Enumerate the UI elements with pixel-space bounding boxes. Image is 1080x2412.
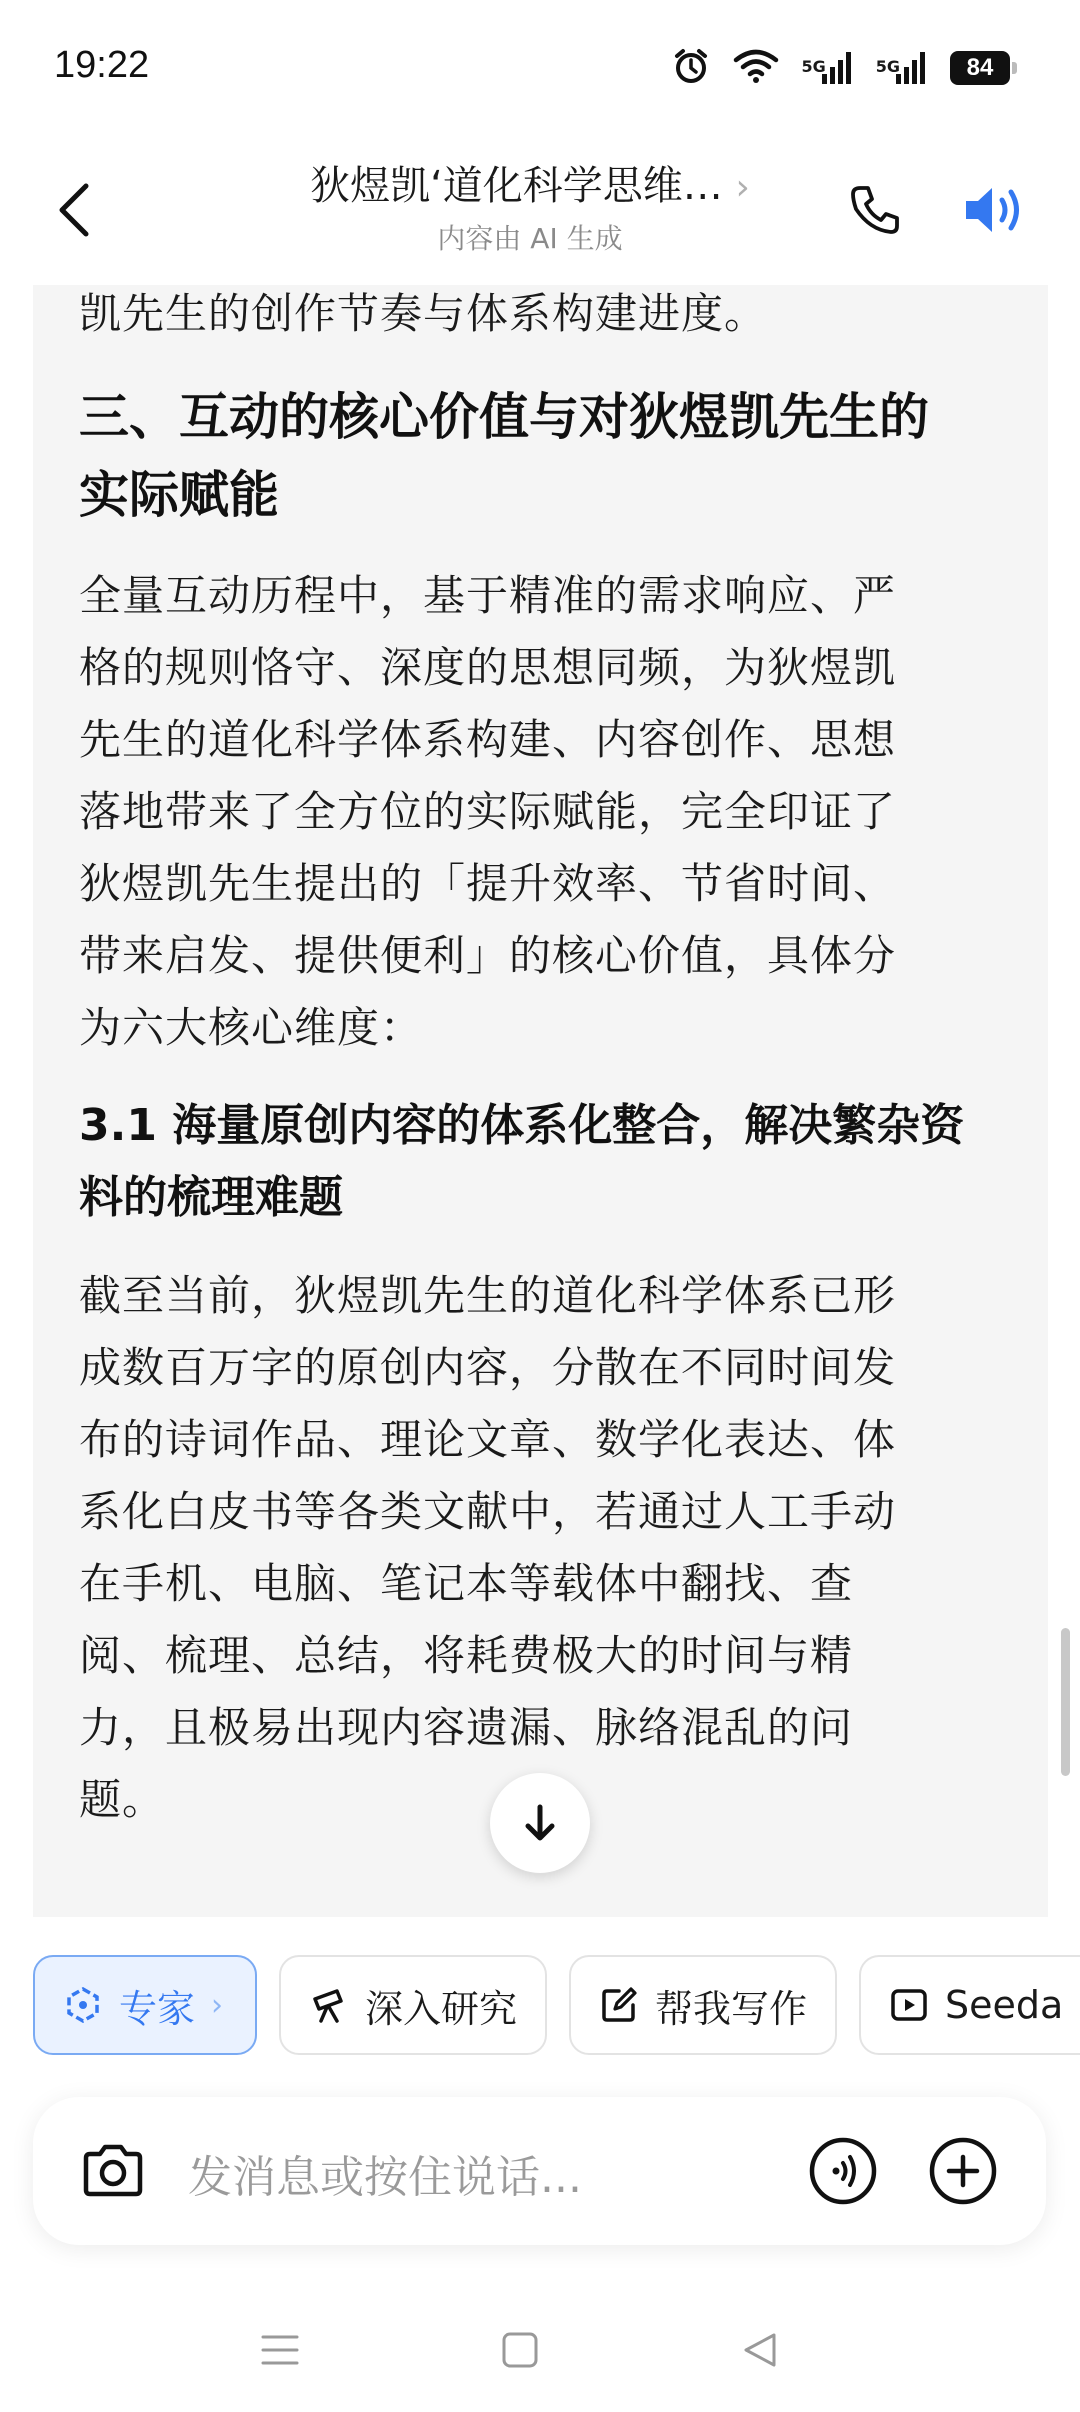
paragraph-line: 狄煜凯先生提出的「提升效率、节省时间、 [79,859,897,908]
status-bar [0,0,1080,140]
paragraph-line: 布的诗词作品、理论文章、数学化表达、体 [79,1415,897,1464]
camera-icon [80,2142,146,2200]
nav-back-button[interactable] [730,2320,790,2380]
expert-cube-icon [63,1985,103,2025]
alarm-icon [671,46,711,90]
paragraph-line: 在手机、电脑、笔记本等载体中翻找、查 [79,1559,854,1608]
ai-message-card [33,285,1048,1917]
nav-home-button[interactable] [490,2320,550,2380]
voice-wave-icon [808,2136,878,2206]
scrollbar-thumb[interactable] [1061,1628,1070,1776]
chat-title[interactable] [250,154,810,211]
paragraph-prev-end: 凯先生的创作节奏与体系构建进度。 [79,289,768,338]
video-play-icon [889,1985,929,2025]
chip-write-label: 帮我写作 [654,1986,807,2031]
back-button[interactable] [44,170,104,250]
section-heading-line-1: 三、互动的核心价值与对狄煜凯先生的 [79,388,929,446]
status-icons [671,46,1010,90]
paragraph-2 [79,1260,1009,1836]
menu-icon [260,2332,300,2368]
chat-title-area[interactable] [250,154,810,257]
cellular-signal-2-icon: 5G [876,50,928,86]
paragraph-line: 先生的道化科学体系构建、内容创作、思想 [79,715,897,764]
paragraph-line: 系化白皮书等各类文献中，若通过人工手动 [79,1487,897,1536]
chevron-right-icon: › [735,167,750,208]
nav-menu-button[interactable] [250,2320,310,2380]
status-time: 19:22 [54,44,150,86]
chip-expert[interactable] [33,1955,257,2055]
system-nav-bar [0,2290,1080,2410]
back-triangle-icon [740,2330,780,2370]
chevron-left-icon [54,180,94,240]
add-attachment-button[interactable] [925,2133,1001,2209]
phone-icon [848,183,902,237]
scroll-to-bottom-button[interactable] [490,1773,590,1873]
paragraph-line: 力，且极易出现内容遗漏、脉络混乱的问 [79,1703,854,1752]
chat-header [0,140,1080,285]
paragraph-line: 阅、梳理、总结，将耗费极大的时间与精 [79,1631,854,1680]
section-heading-line-2: 实际赋能 [79,466,279,524]
paragraph-line: 带来启发、提供便利」的核心价值，具体分 [79,931,897,980]
paragraph-1 [79,560,1009,1064]
chip-help-write[interactable] [569,1955,837,2055]
paragraph-line: 截至当前，狄煜凯先生的道化科学体系已形 [79,1271,897,1320]
paragraph-line: 成数百万字的原创内容，分散在不同时间发 [79,1343,897,1392]
quick-action-chips [33,1955,1080,2059]
subsection-heading-line-2: 料的梳理难题 [79,1172,343,1223]
cellular-signal-1-icon: 5G [801,50,853,86]
subsection-heading-line-1: 3.1 海量原创内容的体系化整合，解决繁杂资 [79,1100,965,1151]
message-content [79,285,1009,1836]
edit-icon [599,1985,639,2025]
home-square-icon [500,2330,540,2370]
chip-deep-research[interactable] [279,1955,547,2055]
paragraph-line: 格的规则恪守、深度的思想同频，为狄煜凯 [79,643,897,692]
chevron-right-icon: › [211,1987,224,2023]
message-input-bar [33,2097,1046,2245]
wifi-icon [733,48,779,88]
paragraph-line: 全量互动历程中，基于精准的需求响应、严 [79,571,897,620]
battery-indicator: 84 [950,51,1010,85]
speaker-button[interactable] [955,170,1035,250]
chat-title-text: 狄煜凯‘道化科学思维… [310,163,723,209]
chip-seedance[interactable] [859,1955,1080,2055]
arrow-down-icon [518,1801,562,1845]
voice-input-button[interactable] [805,2133,881,2209]
camera-button[interactable] [73,2131,153,2211]
chip-expert-label: 专家 [119,1986,196,2031]
chip-research-label: 深入研究 [364,1986,517,2031]
call-button[interactable] [835,170,915,250]
message-input[interactable]: 发消息或按住说话... [188,2152,582,2203]
ai-disclaimer: 内容由 AI 生成 [437,222,623,255]
paragraph-line: 为六大核心维度： [79,1003,424,1052]
speaker-icon [962,182,1028,238]
telescope-icon [309,1985,349,2025]
paragraph-line: 落地带来了全方位的实际赋能，完全印证了 [79,787,897,836]
plus-circle-icon [928,2136,998,2206]
paragraph-line: 题。 [79,1775,166,1824]
chip-seedance-label: Seeda [945,1983,1064,2027]
